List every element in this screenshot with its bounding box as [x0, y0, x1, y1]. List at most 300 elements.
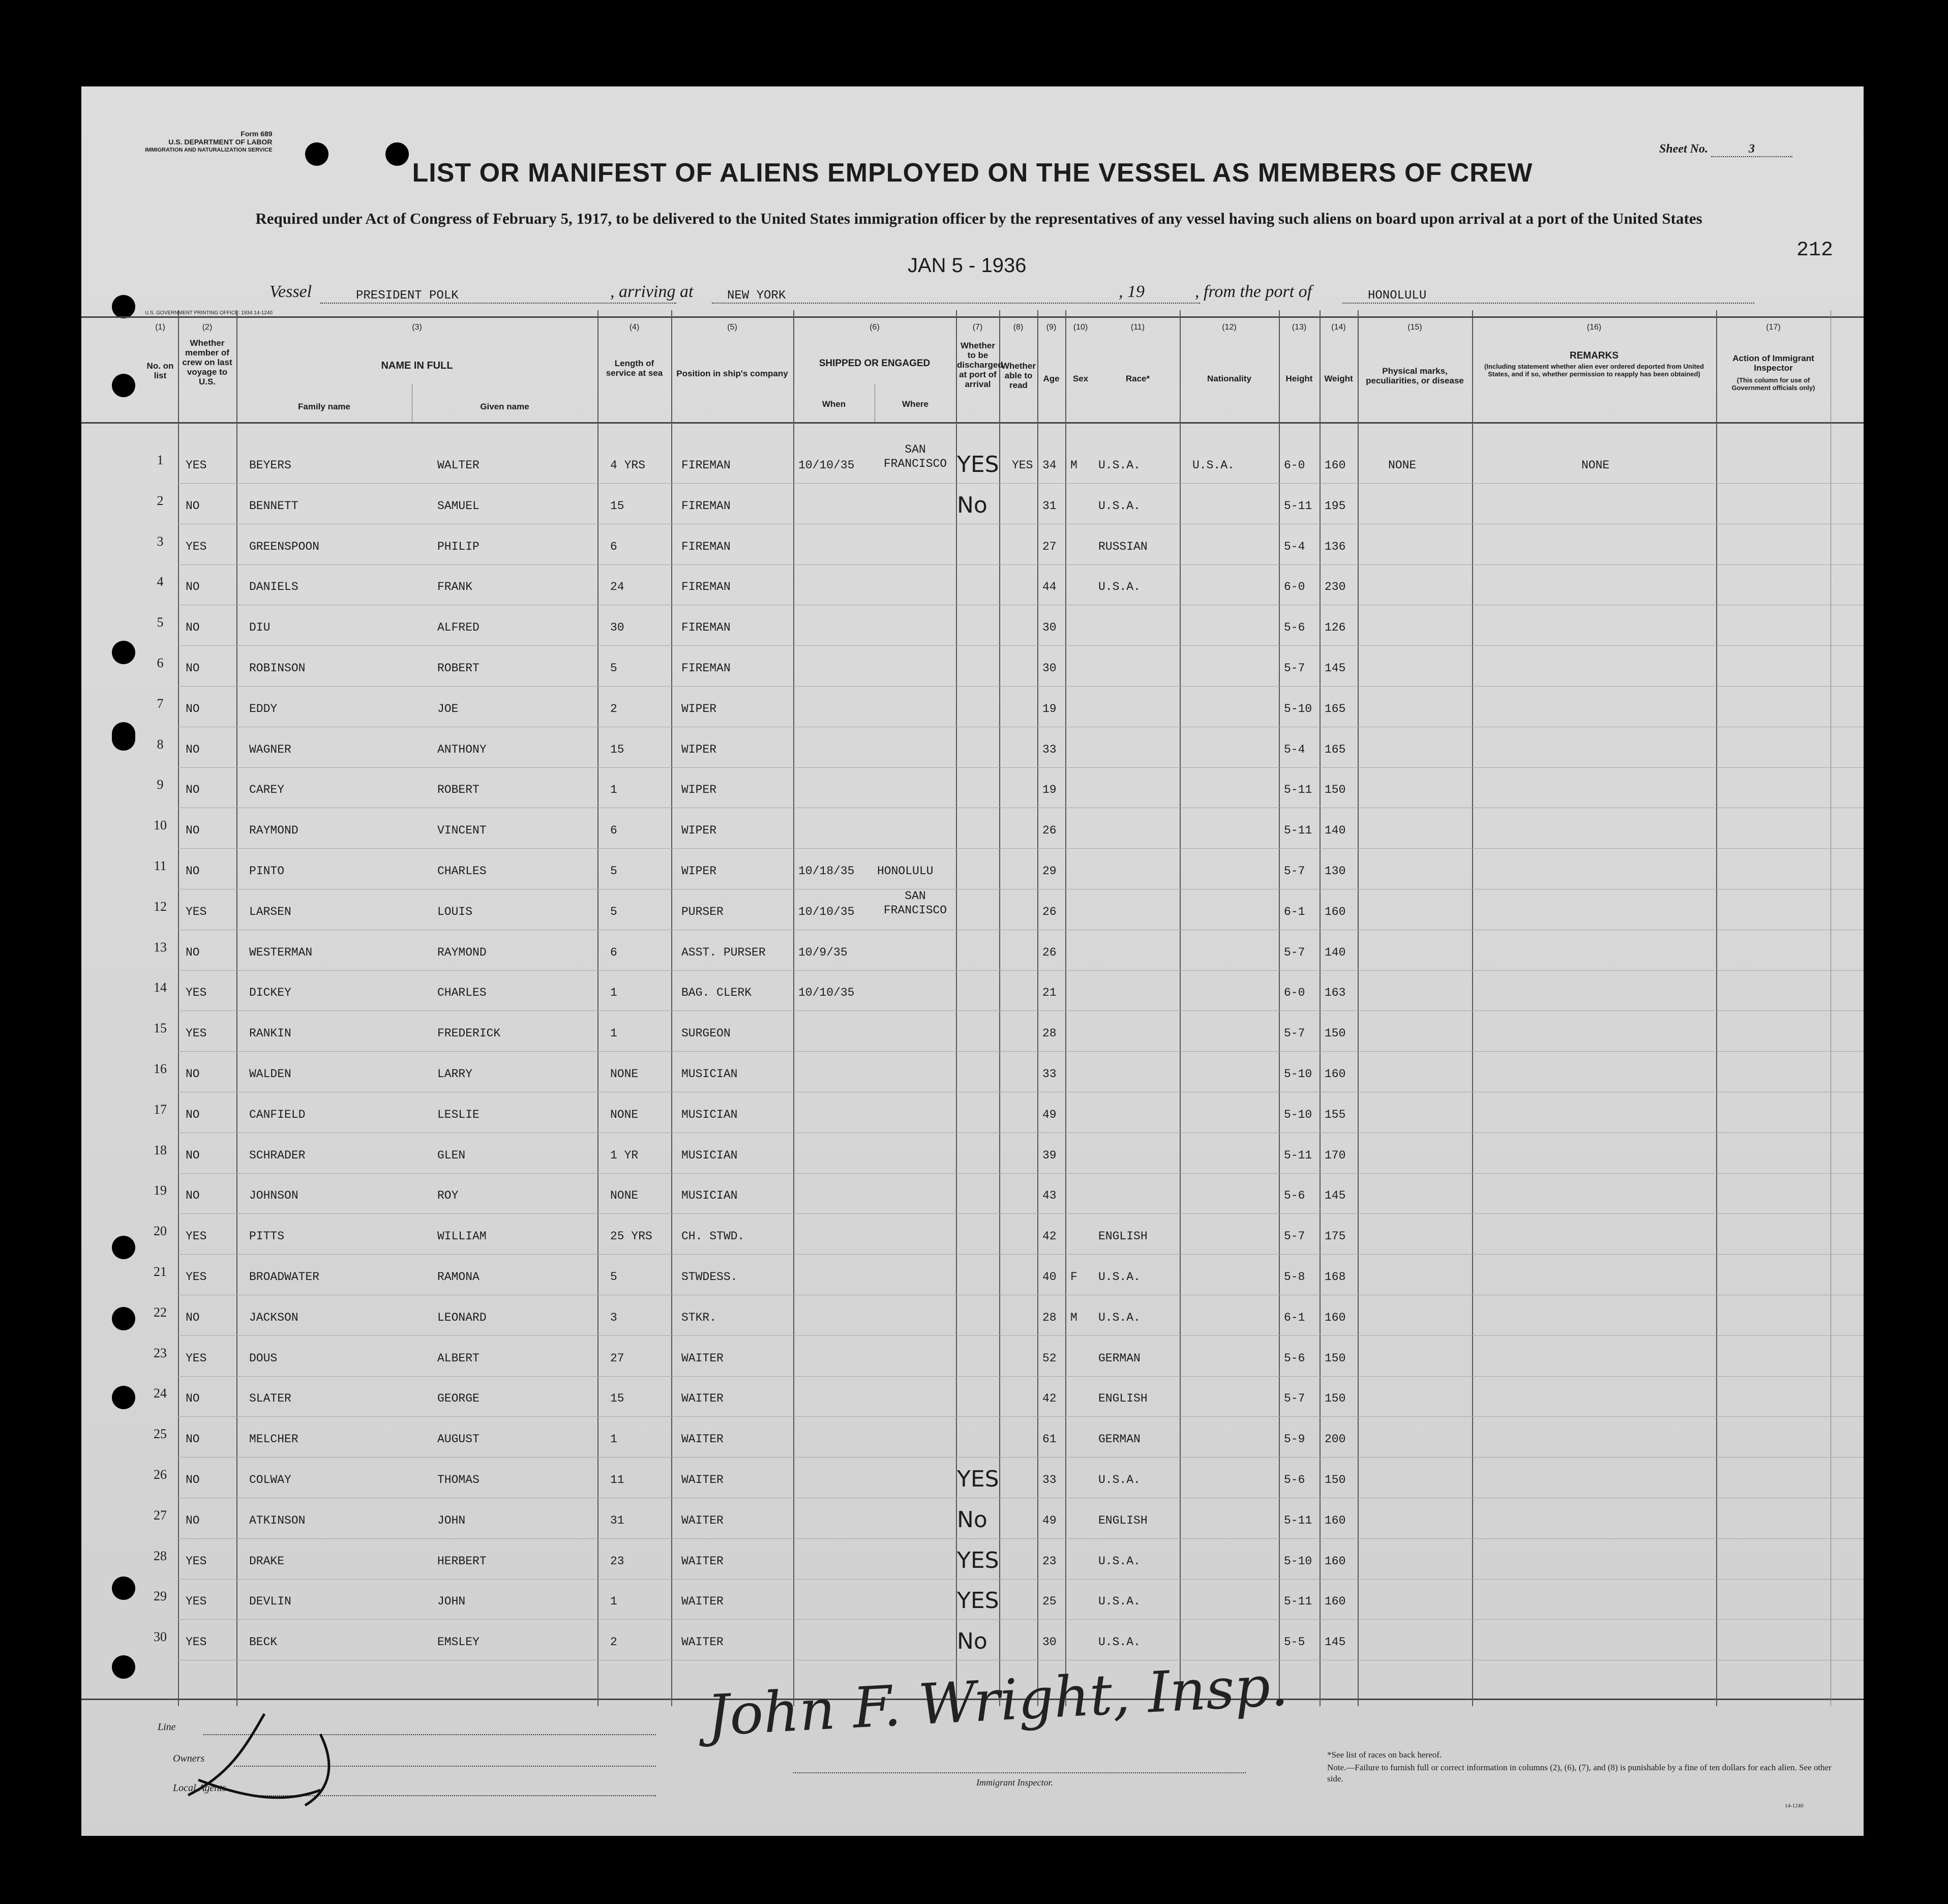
given-name-cell: JOHN [437, 1513, 466, 1527]
position-cell: WAITER [681, 1473, 724, 1486]
crew-table [81, 310, 1864, 1706]
service-length-cell: 25 YRS [610, 1230, 652, 1243]
service-length-cell: 6 [610, 945, 617, 959]
row-number: 4 [157, 574, 164, 589]
inspector-label: Immigrant Inspector. [976, 1777, 1053, 1788]
last-voyage-cell: NO [186, 865, 200, 878]
given-name-cell: PHILIP [437, 540, 479, 553]
row-rule [178, 1051, 1864, 1052]
position-cell: WIPER [681, 702, 717, 716]
age-cell: 49 [1042, 1108, 1057, 1121]
weight-cell: 145 [1325, 1635, 1346, 1649]
header-num: (3) [412, 323, 422, 332]
inspector-signature: John F. Wright, Insp. [705, 1653, 1290, 1748]
weight-cell: 150 [1325, 1027, 1346, 1040]
sheet-label: Sheet No. [1659, 142, 1708, 156]
weight-cell: 160 [1325, 1513, 1346, 1527]
last-voyage-cell: NO [186, 1392, 200, 1406]
age-cell: 26 [1042, 824, 1057, 838]
height-cell: 5-10 [1284, 1108, 1312, 1121]
last-voyage-cell: NO [186, 499, 200, 513]
weight-cell: 140 [1325, 824, 1346, 838]
row-rule [178, 686, 1864, 687]
weight-cell: 150 [1325, 783, 1346, 797]
age-cell: 44 [1042, 580, 1057, 594]
height-cell: 5-7 [1284, 1027, 1305, 1040]
height-cell: 6-1 [1284, 1311, 1305, 1324]
service-length-cell: 15 [610, 742, 624, 756]
header-num: (14) [1331, 323, 1346, 332]
sex-cell: F [1070, 1270, 1077, 1284]
discharged-handwritten: YES [957, 452, 999, 478]
weight-cell: 175 [1325, 1230, 1346, 1243]
header-inspector-action: Action of Immigrant Inspector [1732, 353, 1814, 373]
height-cell: 6-0 [1284, 459, 1305, 472]
shipped-where-cell: HONOLULU [877, 865, 934, 878]
service-length-cell: 30 [610, 621, 624, 635]
family-name-cell: RANKIN [249, 1027, 291, 1040]
weight-cell: 230 [1325, 580, 1346, 594]
from-port: HONOLULU [1368, 289, 1427, 303]
discharged-handwritten: No [957, 492, 987, 518]
family-name-cell: MELCHER [249, 1433, 298, 1446]
given-name-cell: THOMAS [437, 1473, 479, 1486]
discharged-handwritten: No [957, 1506, 987, 1533]
service-length-cell: 1 [610, 1027, 617, 1040]
sex-cell: M [1070, 459, 1077, 472]
last-voyage-cell: NO [186, 1433, 200, 1446]
height-cell: 5-10 [1284, 1554, 1312, 1568]
given-name-cell: ROY [437, 1189, 459, 1203]
given-name-cell: SAMUEL [437, 499, 479, 513]
age-cell: 33 [1042, 742, 1057, 756]
family-name-cell: RAYMOND [249, 824, 298, 838]
row-rule [178, 1173, 1864, 1174]
row-number: 30 [154, 1629, 167, 1645]
age-cell: 43 [1042, 1189, 1057, 1203]
position-cell: WAITER [681, 1392, 724, 1406]
row-number: 1 [157, 453, 164, 467]
service-length-cell: NONE [610, 1189, 639, 1203]
family-name-cell: JOHNSON [249, 1189, 298, 1203]
weight-cell: 160 [1325, 459, 1346, 472]
height-cell: 5-11 [1284, 1148, 1312, 1162]
family-name-cell: WESTERMAN [249, 945, 313, 959]
height-cell: 5-5 [1284, 1635, 1305, 1649]
age-cell: 28 [1042, 1027, 1057, 1040]
row-number: 5 [157, 615, 164, 630]
last-voyage-cell: NO [186, 945, 200, 959]
family-name-cell: PINTO [249, 865, 285, 878]
position-cell: ASST. PURSER [681, 945, 766, 959]
age-cell: 28 [1042, 1311, 1057, 1324]
height-cell: 5-10 [1284, 1067, 1312, 1081]
header-given-name: Given name [480, 402, 529, 411]
last-voyage-cell: NO [186, 1189, 200, 1203]
service-length-cell: 23 [610, 1554, 624, 1568]
position-cell: FIREMAN [681, 499, 731, 513]
age-cell: 61 [1042, 1433, 1057, 1446]
family-name-cell: CAREY [249, 783, 285, 797]
position-cell: BAG. CLERK [681, 986, 752, 1000]
date-stamp: JAN 5 - 1936 [908, 254, 1027, 277]
height-cell: 5-6 [1284, 1351, 1305, 1365]
height-cell: 5-10 [1284, 702, 1312, 716]
position-cell: FIREMAN [681, 580, 731, 594]
header-num: (11) [1130, 323, 1145, 332]
service-length-cell: 5 [610, 905, 617, 918]
discharged-handwritten: YES [957, 1547, 999, 1573]
last-voyage-cell: YES [186, 459, 207, 472]
owners-label: Owners [173, 1753, 205, 1764]
height-cell: 5-7 [1284, 662, 1305, 675]
race-cell: U.S.A. [1098, 459, 1141, 472]
race-cell: GERMAN [1098, 1433, 1141, 1446]
family-name-cell: DEVLIN [249, 1595, 291, 1609]
row-number: 28 [154, 1548, 167, 1563]
given-name-cell: GLEN [437, 1148, 466, 1162]
manifest-sheet [81, 86, 1864, 1836]
position-cell: WAITER [681, 1595, 724, 1609]
family-name-cell: WALDEN [249, 1067, 291, 1081]
weight-cell: 163 [1325, 986, 1346, 1000]
age-cell: 19 [1042, 783, 1057, 797]
row-number: 25 [154, 1426, 167, 1442]
row-number: 8 [157, 736, 164, 752]
service-length-cell: 5 [610, 1270, 617, 1284]
form-number: Form 689 [241, 130, 273, 138]
header-nationality: Nationality [1207, 374, 1251, 383]
position-cell: SURGEON [681, 1027, 731, 1040]
header-num: (17) [1766, 323, 1781, 332]
position-cell: WIPER [681, 865, 717, 878]
service-length-cell: 6 [610, 540, 617, 553]
weight-cell: 145 [1325, 1189, 1346, 1203]
row-number: 2 [157, 493, 164, 508]
height-cell: 6-0 [1284, 986, 1305, 1000]
race-cell: U.S.A. [1098, 1595, 1141, 1609]
row-number: 19 [154, 1183, 167, 1198]
service-length-cell: 6 [610, 824, 617, 838]
service-length-cell: 1 [610, 783, 617, 797]
age-cell: 31 [1042, 499, 1057, 513]
given-name-cell: HERBERT [437, 1554, 487, 1568]
header-sex: Sex [1072, 374, 1089, 383]
height-cell: 5-11 [1284, 783, 1312, 797]
given-name-cell: WALTER [437, 459, 479, 472]
header-num: (7) [972, 323, 983, 332]
row-number: 3 [157, 533, 164, 549]
height-cell: 6-0 [1284, 580, 1305, 594]
given-name-cell: ANTHONY [437, 742, 487, 756]
race-cell: ENGLISH [1098, 1513, 1148, 1527]
family-name-cell: SLATER [249, 1392, 291, 1406]
row-number: 10 [154, 818, 167, 833]
age-cell: 33 [1042, 1067, 1057, 1081]
race-cell: ENGLISH [1098, 1392, 1148, 1406]
shipped-when-cell: 10/10/35 [798, 986, 855, 1000]
row-number: 11 [154, 858, 167, 873]
last-voyage-cell: YES [186, 540, 207, 553]
age-cell: 26 [1042, 945, 1057, 959]
given-name-cell: AUGUST [437, 1433, 479, 1446]
header-num: (2) [202, 323, 213, 332]
position-cell: WAITER [681, 1513, 724, 1527]
height-cell: 5-11 [1284, 499, 1312, 513]
header-no-on-list: No. on list [146, 361, 174, 380]
header-where: Where [902, 399, 928, 409]
height-cell: 5-8 [1284, 1270, 1305, 1284]
given-name-cell: LOUIS [437, 905, 473, 918]
service-length-cell: 11 [610, 1473, 624, 1486]
header-family-name: Family name [298, 402, 350, 411]
given-name-cell: ROBERT [437, 783, 479, 797]
row-number: 21 [154, 1264, 167, 1279]
physical-marks-cell: NONE [1388, 459, 1417, 472]
row-rule [178, 1335, 1864, 1336]
shipped-where-cell: SAN FRANCISCO [883, 443, 947, 470]
header-name-in-full: NAME IN FULL [381, 360, 453, 371]
header-num: (12) [1222, 323, 1237, 332]
from-label: , from the port of [1195, 282, 1312, 301]
header-race: Race* [1125, 374, 1150, 383]
row-number: 14 [154, 980, 167, 995]
service-length-cell: 1 [610, 986, 617, 1000]
position-cell: WIPER [681, 742, 717, 756]
row-number: 9 [157, 777, 164, 792]
row-number: 6 [157, 656, 164, 670]
family-name-cell: SCHRADER [249, 1148, 306, 1162]
last-voyage-cell: NO [186, 1473, 200, 1486]
last-voyage-cell: YES [186, 1635, 207, 1649]
service-length-cell: 3 [610, 1311, 617, 1324]
last-voyage-cell: NO [186, 824, 200, 838]
header-remarks: REMARKS [1569, 350, 1619, 361]
family-name-cell: BENNETT [249, 499, 298, 513]
header-shipped-engaged: SHIPPED OR ENGAGED [819, 358, 931, 369]
nationality-cell: U.S.A. [1192, 459, 1235, 472]
header-height: Height [1285, 374, 1313, 383]
weight-cell: 150 [1325, 1392, 1346, 1406]
weight-cell: 195 [1325, 499, 1346, 513]
service: IMMIGRATION AND NATURALIZATION SERVICE [145, 147, 273, 153]
row-rule [178, 1010, 1864, 1011]
height-cell: 5-7 [1284, 945, 1305, 959]
height-cell: 5-7 [1284, 865, 1305, 878]
age-cell: 25 [1042, 1595, 1057, 1609]
given-name-cell: LESLIE [437, 1108, 479, 1121]
given-name-cell: FREDERICK [437, 1027, 501, 1040]
service-length-cell: 31 [610, 1513, 624, 1527]
position-cell: FIREMAN [681, 459, 731, 472]
family-name-cell: LARSEN [249, 905, 291, 918]
position-cell: PURSER [681, 905, 724, 918]
agents-label: Local Agents [173, 1782, 226, 1794]
height-cell: 5-6 [1284, 1473, 1305, 1486]
position-cell: MUSICIAN [681, 1108, 738, 1121]
family-name-cell: ROBINSON [249, 662, 306, 675]
weight-cell: 155 [1325, 1108, 1346, 1121]
row-rule [178, 564, 1864, 565]
service-length-cell: 24 [610, 580, 624, 594]
given-name-cell: LEONARD [437, 1311, 487, 1324]
age-cell: 30 [1042, 1635, 1057, 1649]
last-voyage-cell: NO [186, 621, 200, 635]
able-to-read-cell: YES [1012, 459, 1033, 472]
height-cell: 5-9 [1284, 1433, 1305, 1446]
family-name-cell: ATKINSON [249, 1513, 306, 1527]
row-rule [178, 767, 1864, 768]
last-voyage-cell: YES [186, 1027, 207, 1040]
last-voyage-cell: NO [186, 702, 200, 716]
row-rule [178, 970, 1864, 971]
shipped-when-cell: 10/10/35 [798, 459, 855, 472]
last-voyage-cell: NO [186, 1148, 200, 1162]
line-label: Line [158, 1721, 176, 1733]
vessel-name: PRESIDENT POLK [356, 289, 459, 303]
given-name-cell: FRANK [437, 580, 473, 594]
last-voyage-cell: NO [186, 1311, 200, 1324]
race-cell: U.S.A. [1098, 1554, 1141, 1568]
header-num: (5) [727, 323, 737, 332]
position-cell: CH. STWD. [681, 1230, 745, 1243]
row-number: 27 [154, 1507, 167, 1523]
row-rule [178, 1376, 1864, 1377]
races-note: *See list of races on back hereof. [1327, 1750, 1442, 1760]
position-cell: WAITER [681, 1351, 724, 1365]
weight-cell: 160 [1325, 1311, 1346, 1324]
arriving-port: NEW YORK [727, 289, 786, 303]
row-number: 29 [154, 1589, 167, 1604]
position-cell: WAITER [681, 1635, 724, 1649]
shipped-where-cell: SAN FRANCISCO [883, 889, 947, 917]
row-rule [178, 483, 1864, 484]
form-code: 14-1240 [1785, 1803, 1804, 1809]
service-length-cell: NONE [610, 1067, 639, 1081]
family-name-cell: EDDY [249, 702, 278, 716]
age-cell: 33 [1042, 1473, 1057, 1486]
age-cell: 26 [1042, 905, 1057, 918]
family-name-cell: DIU [249, 621, 271, 635]
row-number: 18 [154, 1142, 167, 1157]
family-name-cell: JACKSON [249, 1311, 298, 1324]
row-rule [178, 848, 1864, 849]
header-able-to-read: Whether able to read [1001, 361, 1036, 390]
family-name-cell: DRAKE [249, 1554, 285, 1568]
family-name-cell: BECK [249, 1635, 278, 1649]
position-cell: WAITER [681, 1433, 724, 1446]
family-name-cell: BEYERS [249, 459, 291, 472]
position-cell: FIREMAN [681, 662, 731, 675]
last-voyage-cell: NO [186, 742, 200, 756]
row-rule [178, 1538, 1864, 1539]
height-cell: 5-7 [1284, 1230, 1305, 1243]
age-cell: 30 [1042, 662, 1057, 675]
age-cell: 39 [1042, 1148, 1057, 1162]
weight-cell: 160 [1325, 1595, 1346, 1609]
discharged-handwritten: YES [957, 1466, 999, 1492]
race-cell: U.S.A. [1098, 1270, 1141, 1284]
service-length-cell: 2 [610, 702, 617, 716]
last-voyage-cell: NO [186, 1067, 200, 1081]
arriving-label: , arriving at [610, 282, 694, 301]
position-cell: WIPER [681, 783, 717, 797]
row-rule [178, 1619, 1864, 1620]
race-cell: U.S.A. [1098, 1635, 1141, 1649]
header-when: When [822, 399, 846, 409]
given-name-cell: CHARLES [437, 986, 487, 1000]
row-number: 26 [154, 1467, 167, 1482]
race-cell: U.S.A. [1098, 580, 1141, 594]
row-number: 20 [154, 1224, 167, 1239]
position-cell: FIREMAN [681, 621, 731, 635]
page-subtitle: Required under Act of Congress of February 5, 1917, to be delivered to the United States immigration officer by the representatives of any vessel having such aliens on board upon arrival at a port of the United States [255, 210, 1702, 227]
last-voyage-cell: NO [186, 1108, 200, 1121]
height-cell: 5-11 [1284, 1595, 1312, 1609]
age-cell: 21 [1042, 986, 1057, 1000]
height-cell: 5-6 [1284, 621, 1305, 635]
header-num: (15) [1407, 323, 1422, 332]
last-voyage-cell: NO [186, 580, 200, 594]
header-num: (16) [1586, 323, 1602, 332]
given-name-cell: CHARLES [437, 865, 487, 878]
row-number: 17 [154, 1102, 167, 1117]
age-cell: 23 [1042, 1554, 1057, 1568]
weight-cell: 160 [1325, 1067, 1346, 1081]
given-name-cell: RAYMOND [437, 945, 487, 959]
position-cell: WAITER [681, 1554, 724, 1568]
service-length-cell: 15 [610, 499, 624, 513]
shipped-when-cell: 10/18/35 [798, 865, 855, 878]
row-rule [178, 1254, 1864, 1255]
row-number: 24 [154, 1386, 167, 1401]
height-cell: 5-11 [1284, 824, 1312, 838]
row-rule [178, 1213, 1864, 1214]
weight-cell: 168 [1325, 1270, 1346, 1284]
weight-cell: 170 [1325, 1148, 1346, 1162]
row-number: 7 [157, 696, 164, 711]
last-voyage-cell: NO [186, 1513, 200, 1527]
family-name-cell: BROADWATER [249, 1270, 320, 1284]
family-name-cell: DANIELS [249, 580, 298, 594]
row-number: 23 [154, 1345, 167, 1360]
last-voyage-cell: NO [186, 662, 200, 675]
weight-cell: 136 [1325, 540, 1346, 553]
position-cell: MUSICIAN [681, 1067, 738, 1081]
weight-cell: 130 [1325, 865, 1346, 878]
sheet-value: 3 [1711, 142, 1792, 157]
age-cell: 40 [1042, 1270, 1057, 1284]
last-voyage-cell: YES [186, 905, 207, 918]
row-number: 12 [154, 899, 167, 914]
position-cell: MUSICIAN [681, 1189, 738, 1203]
position-cell: FIREMAN [681, 540, 731, 553]
shipped-when-cell: 10/9/35 [798, 945, 848, 959]
height-cell: 6-1 [1284, 905, 1305, 918]
service-length-cell: 2 [610, 1635, 617, 1649]
race-cell: U.S.A. [1098, 1311, 1141, 1324]
service-length-cell: NONE [610, 1108, 639, 1121]
header-num: (4) [629, 323, 640, 332]
row-number: 15 [154, 1021, 167, 1036]
family-name-cell: PITTS [249, 1230, 285, 1243]
header-num: (9) [1046, 323, 1057, 332]
age-cell: 52 [1042, 1351, 1057, 1365]
sheet-number [1659, 142, 1792, 157]
given-name-cell: GEORGE [437, 1392, 479, 1406]
family-name-cell: COLWAY [249, 1473, 291, 1486]
year-label: , 19 [1119, 282, 1145, 301]
